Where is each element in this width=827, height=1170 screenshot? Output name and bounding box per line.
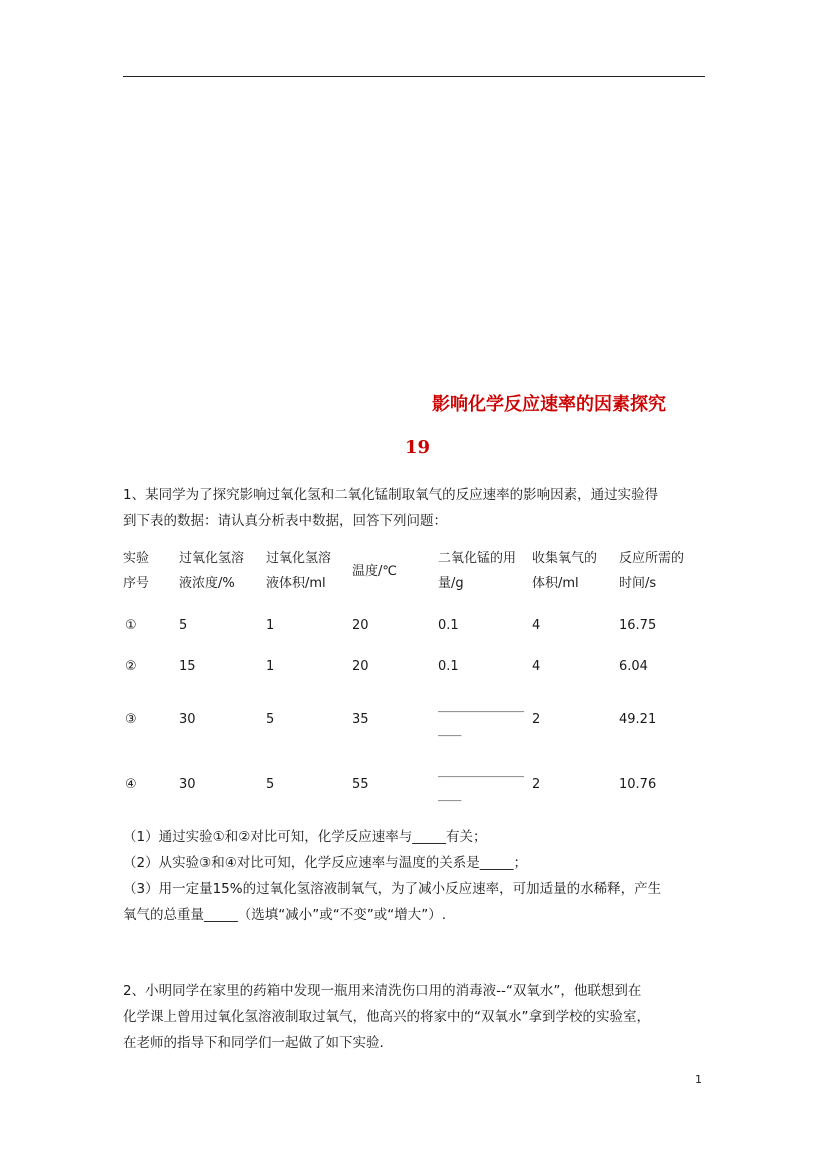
row-4-oxygen-volume: 2: [532, 777, 541, 792]
row-1-volume: 1: [266, 618, 275, 633]
page-number: 1: [695, 1073, 702, 1086]
header-col-7-line-2: 时间/s: [619, 576, 657, 591]
row-2-oxygen-volume: 4: [532, 659, 541, 674]
header-col-1-line-2: 序号: [123, 576, 150, 591]
row-1-temperature: 20: [352, 618, 369, 633]
question-2-line-1: 2、小明同学在家里的药箱中发现一瓶用来清洗伤口用的消毒液--“双氧水”，他联想到在: [123, 983, 642, 999]
row-4-time: 10.76: [619, 777, 657, 792]
question-2-line-2: 化学课上曾用过氧化氢溶液制取过氧气，他高兴的将家中的“双氧水”拿到学校的实验室，: [123, 1009, 650, 1025]
row-2-mno2: 0.1: [438, 659, 459, 674]
row-3-temperature: 35: [352, 712, 369, 727]
row-3-concentration: 30: [179, 712, 196, 727]
row-3-mno2-blank: ___________ ___: [438, 698, 525, 737]
sub-question-3-line-1: （3）用一定量15%的过氧化氢溶液制氧气，为了减小反应速率，可加适量的水稀释，产生: [123, 881, 662, 897]
row-2-time: 6.04: [619, 659, 648, 674]
sub-question-3-line-2: 氧气的总重量_____（选填“减小”或“不变”或“增大”）.: [123, 907, 447, 923]
row-2-volume: 1: [266, 659, 275, 674]
row-4-mno2-blank: ___________ ___: [438, 763, 525, 802]
row-2-temperature: 20: [352, 659, 369, 674]
header-col-2-line-1: 过氧化氢溶: [179, 551, 245, 566]
header-col-3-line-1: 过氧化氢溶: [266, 551, 332, 566]
document-title: 影响化学反应速率的因素探究: [432, 394, 666, 415]
header-col-6-line-1: 收集氧气的: [532, 551, 598, 566]
header-col-1-line-1: 实验: [123, 551, 150, 566]
header-col-4: 温度/℃: [352, 564, 397, 579]
row-3-oxygen-volume: 2: [532, 712, 541, 727]
row-3-time: 49.21: [619, 712, 657, 727]
header-col-2-line-2: 液浓度/%: [179, 576, 235, 591]
row-3-volume: 5: [266, 712, 275, 727]
header-col-7-line-1: 反应所需的: [619, 551, 685, 566]
row-4-id: ④: [125, 777, 137, 792]
question-1-line-1: 1、某同学为了探究影响过氧化氢和二氧化锰制取氧气的反应速率的影响因素，通过实验得: [123, 487, 659, 503]
row-1-id: ①: [125, 618, 137, 633]
header-col-3-line-2: 液体积/ml: [266, 576, 326, 591]
row-2-concentration: 15: [179, 659, 196, 674]
sub-question-1: （1）通过实验①和②对比可知，化学反应速率与_____有关；: [123, 829, 487, 845]
header-col-5-line-2: 量/g: [438, 576, 464, 591]
row-1-mno2: 0.1: [438, 618, 459, 633]
question-1-line-2: 到下表的数据：请认真分析表中数据，回答下列问题：: [123, 513, 447, 529]
question-2-line-3: 在老师的指导下和同学们一起做了如下实验.: [123, 1035, 384, 1051]
row-4-temperature: 55: [352, 777, 369, 792]
row-1-oxygen-volume: 4: [532, 618, 541, 633]
row-3-id: ③: [125, 712, 137, 727]
sub-question-2: （2）从实验③和④对比可知，化学反应速率与温度的关系是_____；: [123, 855, 528, 871]
row-4-concentration: 30: [179, 777, 196, 792]
header-rule: [123, 76, 705, 77]
row-2-id: ②: [125, 659, 137, 674]
row-4-volume: 5: [266, 777, 275, 792]
row-1-concentration: 5: [179, 618, 188, 633]
header-col-6-line-2: 体积/ml: [532, 576, 579, 591]
header-col-5-line-1: 二氧化锰的用: [438, 551, 517, 566]
row-1-time: 16.75: [619, 618, 657, 633]
document-number: 19: [405, 437, 431, 458]
